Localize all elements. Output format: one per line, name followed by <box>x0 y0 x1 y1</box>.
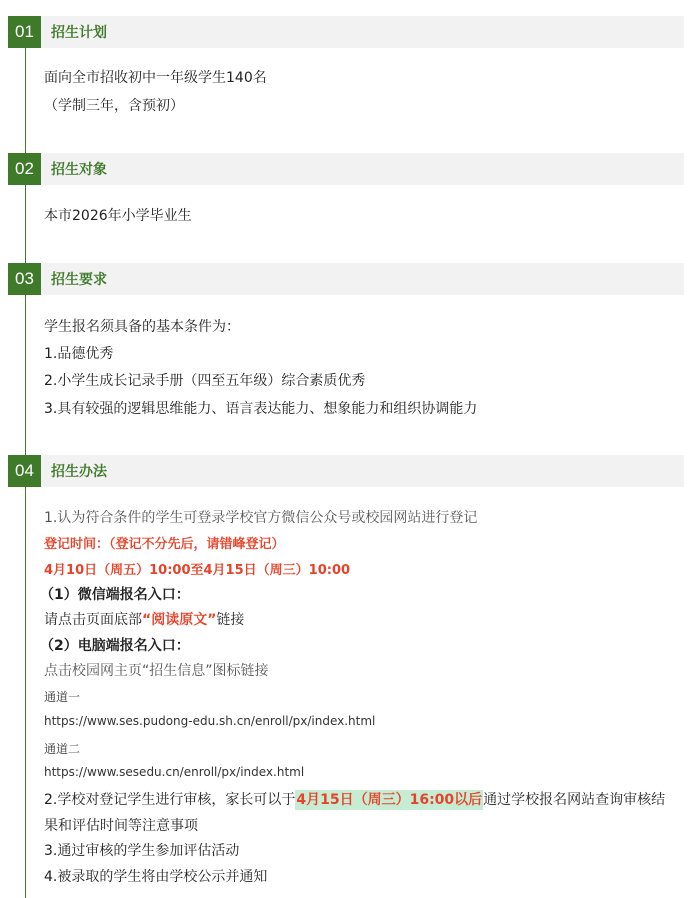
section-number: 03 <box>8 263 41 295</box>
requirements-line-1: 学生报名须具备的基本条件为： <box>44 319 240 335</box>
section-title: 招生要求 <box>51 272 107 288</box>
step-2-suffix: 通过学校报名网站查询审核结 <box>483 792 666 808</box>
step-2-continuation: 果和评估时间等注意事项 <box>44 818 198 834</box>
read-original-link[interactable]: “阅读原文” <box>142 612 217 628</box>
step-2-prefix: 2.学校对登记学生进行审核，家长可以于 <box>44 792 296 808</box>
section-title: 招生对象 <box>51 162 107 178</box>
step-4-line: 4.被录取的学生将由学校公示并通知 <box>44 869 268 885</box>
wechat-entry-prefix: 请点击页面底部 <box>44 612 142 628</box>
section-1-guide-line <box>25 47 26 154</box>
section-4-guide-line <box>25 487 26 898</box>
plan-line-2: （学制三年，含预初） <box>44 98 184 114</box>
step-3-line: 3.通过审核的学生参加评估活动 <box>44 843 240 859</box>
pc-entry-desc: 点击校园网主页“招生信息”图标链接 <box>44 663 269 679</box>
section-number: 02 <box>8 153 41 185</box>
requirements-line-2: 1.品德优秀 <box>44 346 114 362</box>
channel-1-url[interactable]: https://www.ses.pudong-edu.sh.cn/enroll/px/index.html <box>44 714 376 728</box>
wechat-entry-suffix: 链接 <box>216 612 245 628</box>
requirements-line-4: 3.具有较强的逻辑思维能力、语言表达能力、想象能力和组织协调能力 <box>44 401 478 417</box>
section-header-requirements <box>8 263 684 295</box>
section-3-guide-line <box>25 295 26 456</box>
section-header-method <box>8 455 684 487</box>
step-2-line <box>44 789 665 809</box>
section-header-target <box>8 153 684 185</box>
method-intro: 1.认为符合条件的学生可登录学校官方微信公众号或校园网站进行登记 <box>44 510 478 526</box>
section-number: 01 <box>8 16 41 48</box>
registration-time-label: 登记时间：（登记不分先后，请错峰登记） <box>44 537 285 552</box>
pc-entry-label: （2）电脑端报名入口： <box>40 638 190 654</box>
plan-line-1: 面向全市招收初中一年级学生140名 <box>44 70 267 86</box>
requirements-line-3: 2.小学生成长记录手册（四至五年级）综合素质优秀 <box>44 373 366 389</box>
step-2-highlight-date: 4月15日（周三）16:00以后 <box>296 792 483 808</box>
channel-2-label: 通道二 <box>44 742 81 756</box>
wechat-entry-desc <box>44 609 244 629</box>
section-title: 招生计划 <box>51 25 107 41</box>
section-2-guide-line <box>25 185 26 264</box>
section-header-plan <box>8 16 684 48</box>
wechat-entry-label: （1）微信端报名入口： <box>40 587 190 603</box>
section-title: 招生办法 <box>51 464 107 480</box>
section-number: 04 <box>8 455 41 487</box>
channel-2-url[interactable]: https://www.sesedu.cn/enroll/px/index.html <box>44 765 305 779</box>
target-line-1: 本市2026年小学毕业生 <box>44 208 192 224</box>
registration-time-value: 4月10日（周五）10:00至4月15日（周三）10:00 <box>44 563 351 578</box>
channel-1-label: 通道一 <box>44 690 81 704</box>
